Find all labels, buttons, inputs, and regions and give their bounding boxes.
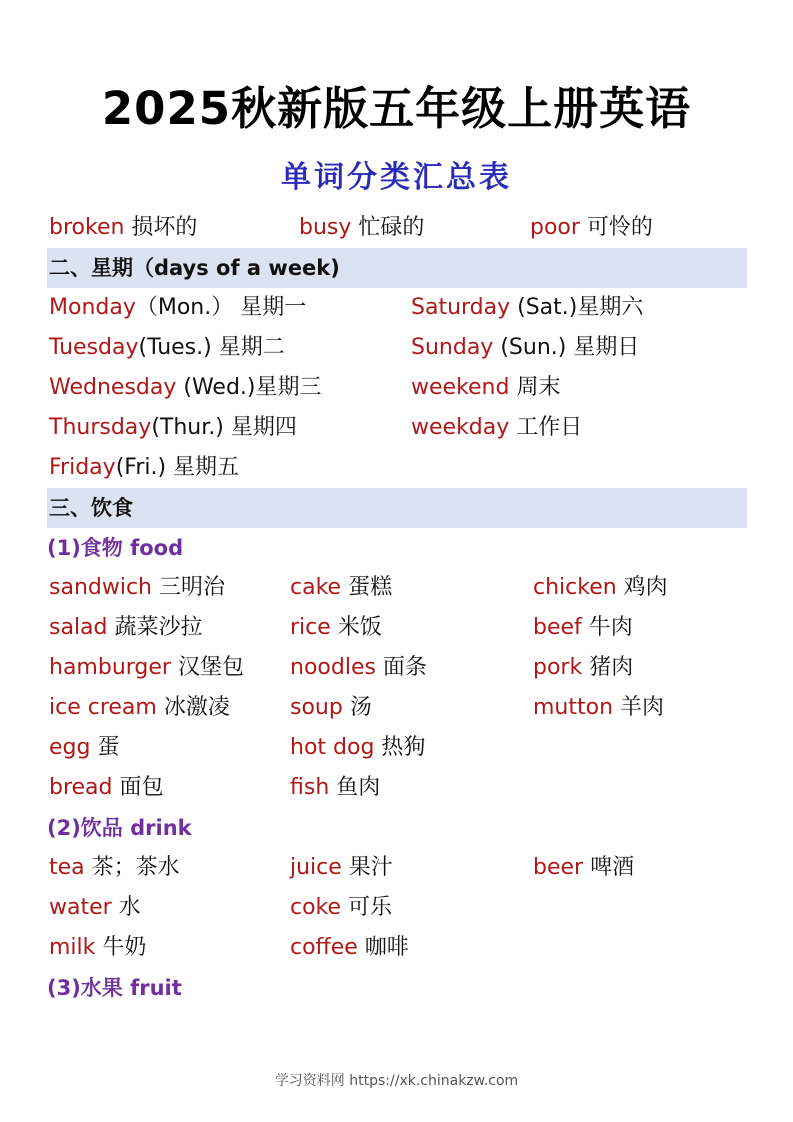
section-heading-diet: 三、饮食 <box>47 488 747 528</box>
word-entry: weekday 工作日 <box>411 415 583 440</box>
days-row <box>47 448 747 488</box>
word-entry: Saturday (Sat.)星期六 <box>411 295 644 320</box>
days-row <box>47 328 747 368</box>
word-entry: chicken 鸡肉 <box>533 575 668 600</box>
days-row <box>47 368 747 408</box>
word-entry: busy 忙碌的 <box>299 215 425 240</box>
days-row <box>47 288 747 328</box>
subheading-food: (1)食物 food <box>47 536 184 560</box>
page-subtitle: 单词分类汇总表 <box>281 160 512 195</box>
word-entry: Sunday (Sun.) 星期日 <box>411 335 640 360</box>
word-entry: soup 汤 <box>290 695 372 720</box>
word-entry: ice cream 冰激凌 <box>49 695 230 720</box>
footer-source: 学习资料网 https://xk.chinakzw.com <box>274 1073 519 1089</box>
word-entry: sandwich 三明治 <box>49 575 225 600</box>
drink-row <box>47 848 747 888</box>
page-title: 2025秋新版五年级上册英语 <box>101 82 692 135</box>
word-entry: cake 蛋糕 <box>290 575 393 600</box>
word-entry: Wednesday (Wed.)星期三 <box>49 375 322 400</box>
word-entry: fish 鱼肉 <box>290 775 381 800</box>
word-entry: coke 可乐 <box>290 895 393 920</box>
word-entry: salad 蔬菜沙拉 <box>49 615 203 640</box>
word-entry: hot dog 热狗 <box>290 735 426 760</box>
word-entry: mutton 羊肉 <box>533 695 665 720</box>
food-row <box>47 728 747 768</box>
word-entry: rice 米饭 <box>290 615 382 640</box>
word-entry: Monday（Mon.） 星期一 <box>49 295 307 320</box>
word-entry: hamburger 汉堡包 <box>49 655 244 680</box>
days-row <box>47 408 747 448</box>
word-entry: Friday(Fri.) 星期五 <box>49 455 240 480</box>
word-entry: tea 茶；茶水 <box>49 855 180 880</box>
word-entry: coffee 咖啡 <box>290 935 409 960</box>
word-entry: beef 牛肉 <box>533 615 633 640</box>
subheading-fruit: (3)水果 fruit <box>47 976 182 1000</box>
drink-row <box>47 928 747 968</box>
subheading-drink: (2)饮品 drink <box>47 816 192 840</box>
word-entry: Thursday(Thur.) 星期四 <box>49 415 297 440</box>
word-entry: Tuesday(Tues.) 星期二 <box>49 335 285 360</box>
word-entry: weekend 周末 <box>411 375 561 400</box>
word-entry: noodles 面条 <box>290 655 427 680</box>
word-entry: broken 损坏的 <box>49 215 198 240</box>
word-entry: poor 可怜的 <box>530 215 653 240</box>
word-entry: egg 蛋 <box>49 735 120 760</box>
drink-row <box>47 888 747 928</box>
food-row <box>47 608 747 648</box>
word-entry: milk 牛奶 <box>49 935 147 960</box>
food-row <box>47 688 747 728</box>
food-row <box>47 648 747 688</box>
word-entry: water 水 <box>49 895 141 920</box>
word-list <box>47 208 747 1008</box>
word-entry: beer 啤酒 <box>533 855 635 880</box>
word-entry: juice 果汁 <box>290 855 393 880</box>
section-heading-days: 二、星期（days of a week) <box>47 248 747 288</box>
food-row <box>47 568 747 608</box>
word-entry: bread 面包 <box>49 775 164 800</box>
food-row <box>47 768 747 808</box>
adjectives-row <box>47 208 747 248</box>
word-entry: pork 猪肉 <box>533 655 634 680</box>
